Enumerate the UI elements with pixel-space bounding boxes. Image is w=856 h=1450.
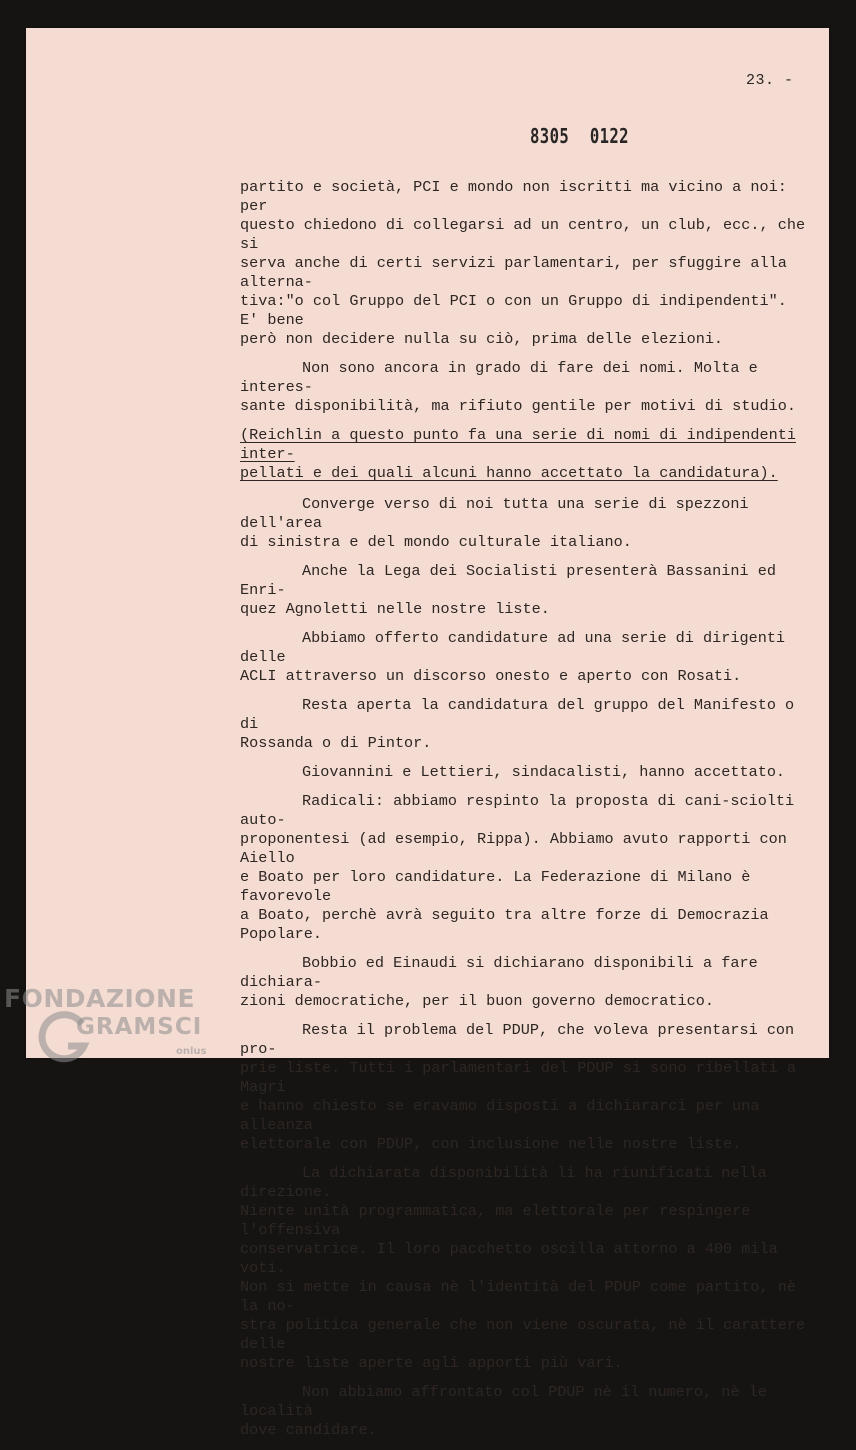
- paragraph-5: [240, 629, 810, 686]
- paragraph-11: [240, 1164, 810, 1373]
- paragraph-6: [240, 696, 810, 753]
- paragraph-8-text: Radicali: abbiamo respinto la proposta di cani-sciolti auto- proponentesi (ad esempio, Rippa). Abbiamo avuto rapporti con Aiello e Boato per loro candidature. La Federazione di Milano è favorevole a Boato, perchè avrà seguito tra altre forze di Democrazia Popolare.: [240, 792, 795, 943]
- note-line-1: (Reichlin a questo punto fa una serie di nomi di indipendenti inter-: [240, 426, 796, 463]
- paragraph-5-text: Abbiamo offerto candidature ad una serie di dirigenti delle ACLI attraverso un discorso onesto e aperto con Rosati.: [240, 629, 786, 685]
- page-number: 23. -: [746, 72, 794, 89]
- paragraph-8: [240, 792, 810, 944]
- document-body: [240, 178, 810, 1450]
- paragraph-2-text: Non sono ancora in grado di fare dei nomi. Molta e interes- sante disponibilità, ma rifiuto gentile per motivi di studio.: [240, 359, 796, 415]
- paragraph-11-text: La dichiarata disponibilità li ha riunificati nella direzione. Niente unità programmatica, ma elettorale per respingere l'offensiva conservatrice. Il loro pacchetto oscilla attorno a 400 mila voti. Non si mette in causa nè l'identità del PDUP come partito, nè la no- stra politica generale che non viene oscurata, nè il carattere delle nostre liste aperte agli apporti più vari.: [240, 1164, 806, 1372]
- watermark-line-1: FONDAZIONE: [4, 984, 196, 1013]
- note-line-2: pellati e dei quali alcuni hanno accettato la candidatura).: [240, 464, 778, 482]
- paragraph-7: [240, 763, 810, 782]
- paragraph-6-text: Resta aperta la candidatura del gruppo del Manifesto o di Rossanda o di Pintor.: [240, 696, 795, 752]
- paragraph-10-text: Resta il problema del PDUP, che voleva presentarsi con pro- prie liste. Tutti i parlamentari del PDUP si sono ribellati a Magri e hanno chiesto se eravamo disposti a dichiararci per una alleanza elettorale con PDUP, con inclusione nelle nostre liste.: [240, 1021, 796, 1153]
- paragraph-12-text: Non abbiamo affrontato col PDUP nè il numero, nè le località dove candidare.: [240, 1383, 767, 1439]
- paragraph-4-text: Anche la Lega dei Socialisti presenterà Bassanini ed Enri- quez Agnoletti nelle nostre liste.: [240, 562, 776, 618]
- fondazione-gramsci-watermark: [4, 984, 224, 1074]
- paragraph-3: [240, 495, 810, 552]
- archive-stamp-code: 8305 0122: [530, 124, 629, 148]
- paragraph-4: [240, 562, 810, 619]
- underlined-note: [240, 426, 810, 483]
- paragraph-1: partito e società, PCI e mondo non iscritti ma vicino a noi: per questo chiedono di collegarsi ad un centro, un club, ecc., che si serva anche di certi servizi parlamentari, per sfuggire alla alterna- tiva:"o col Gruppo del PCI o con un Gruppo di indipendenti". E' bene però non decidere nulla su ciò, prima delle elezioni.: [240, 178, 806, 348]
- watermark-line-3: onlus: [176, 1046, 207, 1057]
- paragraph-2: [240, 359, 810, 416]
- document-page: [26, 28, 829, 1439]
- paragraph-12: [240, 1383, 810, 1440]
- paragraph-3-text: Converge verso di noi tutta una serie di spezzoni dell'area di sinistra e del mondo culturale italiano.: [240, 495, 749, 551]
- paragraph-7-text: Giovannini e Lettieri, sindacalisti, hanno accettato.: [302, 763, 786, 781]
- watermark-line-2: GRAMSCI: [76, 1014, 203, 1040]
- paragraph-10: [240, 1021, 810, 1154]
- paragraph-9: [240, 954, 810, 1011]
- paragraph-9-text: Bobbio ed Einaudi si dichiarano disponibili a fare dichiara- zioni democratiche, per il buon governo democratico.: [240, 954, 758, 1010]
